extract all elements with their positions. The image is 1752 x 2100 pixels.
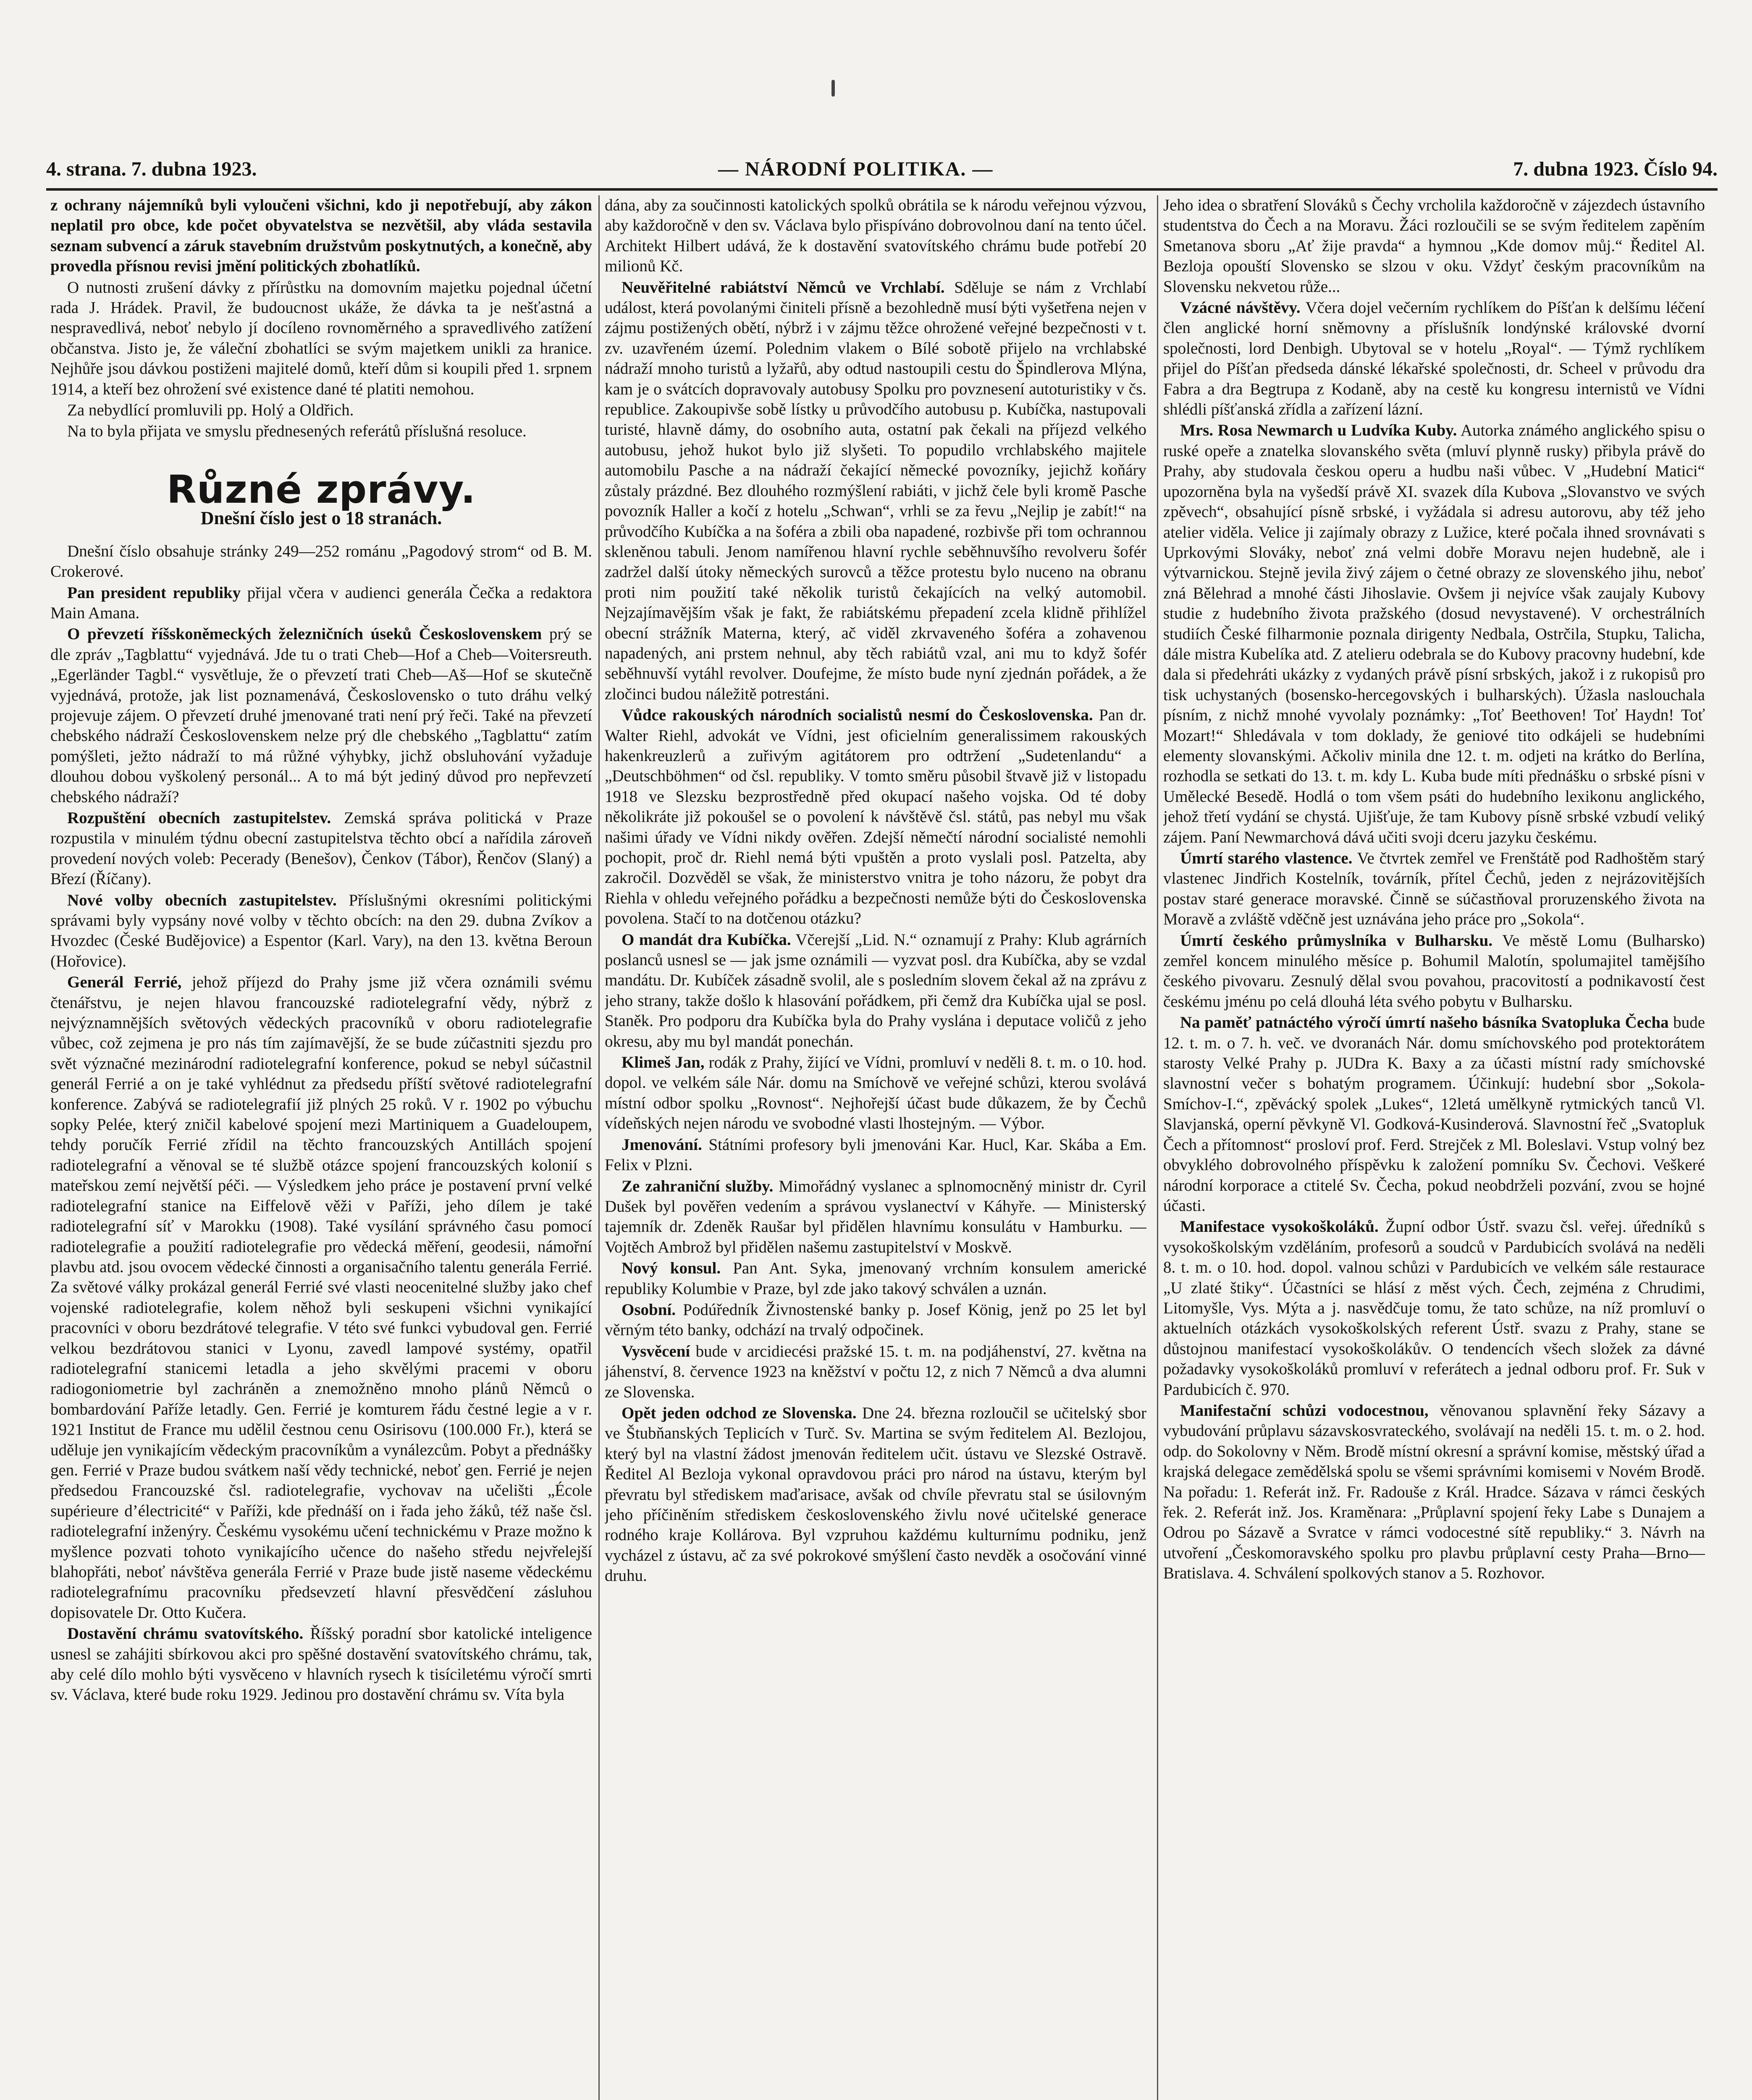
ink-mark [831, 80, 835, 97]
news-text: Státními profesory byli jmenováni Kar. Hucl, Kar. Skába a Em. Felix v Plzni. [605, 1135, 1146, 1174]
news-item [605, 278, 1146, 705]
news-headline: Generál Ferrié, [67, 973, 182, 992]
news-text: Župní odbor Ústř. svazu čsl. veřej. úředníků s vysokoškolským vzděláním, profesorů a soudců v Pardubicích svolává na neděli 8. t. m. o 10. hod. dopol. valnou schůzi v Pardubicích ve velkém sále restaurace „U zlaté štiky“. Účastníci se hlásí z měst vých. Čech, zejména z Chrudimi, Litomyšle, Vys. Mýta a j. nasvědčuje tomu, že tato schůze, na níž promluví o aktuelních otázkách vysokoškolských referent Ústř. svazu z Prahy, stane se důstojnou manifestací vysokoškolákův. O tendencích všech složek za dávné požadavky vysokoškoláků promluví v referátech a jednal odboru prof. Fr. Suk v Pardubicích č. 970. [1163, 1218, 1705, 1399]
news-text: přijal včera v audienci generála Čečka a redaktora Main Amana. [50, 583, 592, 622]
news-item [50, 808, 592, 890]
news-text: Zemská správa politická v Praze rozpustila v minulém týdnu obecní zastupitelstva těchto obcí a nařídila zároveň provedení nových voleb: Pecerady (Benešov), Čenkov (Tábor), Řenčov (Slaný) a Březí (Říčany). [50, 808, 592, 888]
news-text: Včera dojel večerním rychlíkem do Píšťan k delšímu léčení člen anglické horní sněmovny a příslušník londýnské královské dvorní společnosti, lord Denbigh. Ubytoval se v hotelu „Royal“. — Týmž rychlíkem přijel do Píšťan předseda dánské lékařské společnosti, dr. Scheel v průvodu dra Fabra a dra Begtrupa z Kodaně, aby na cestě ku kongresu internistů ve Vídni shlédli píšťanská zřídla a zařízení lázní. [1163, 299, 1705, 419]
news-text: Mimořádný vyslanec a splnomocněný ministr dr. Cyril Dušek byl pověřen vedením a správou vyslanectví v Káhyře. — Ministerský tajemník dr. Zdeněk Raušar byl přidělen hlavnímu konsulátu v Hamburku. — Vojtěch Ambrož byl přidělen našemu zastupitelství v Moskvě. [605, 1177, 1146, 1256]
news-text: věnovanou splavnění řeky Sázavy a vybudování průplavu sázavskosvrateckého, svolávají na neděli 15. t. m. o 2. hod. odp. do Sokolovny v Něm. Brodě místní okresní a správní komise, městský úřad a krajská delegace zemědělská spolu se všemi správními komisemi v Novém Brodě. Na pořadu: 1. Referát inž. Fr. Radouše z Král. Hradce. Sázava v rámci českých řek. 2. Referát inž. Jos. Kraměnara: „Průplavní spojení řeky Labe s Dunajem a Odrou po Sázavě a Svratce v rámci vodocestné sítě republiky.“ 3. Návrh na utvoření „Českomoravského spolku pro plavbu průplavní cesty Praha—Brno—Bratislava. 4. Schválení spolkových stanov a 5. Rozhovor. [1163, 1401, 1705, 1583]
news-headline: Na paměť patnáctého výročí úmrtí našeho básníka Svatopluka Čecha [1180, 1013, 1669, 1032]
news-item [605, 930, 1146, 1052]
news-headline: O mandát dra Kubíčka. [622, 930, 791, 949]
news-text: rodák z Prahy, žijící ve Vídni, promluví v neděli 8. t. m. o 10. hod. dopol. ve velkém sále Nár. domu na Smíchově ve veřejné schůzi, kterou svolává místní odbor spolku „Rovnost“. Nejhořejší účast bude důkazem, že by Čechů vídeňských nejen národu ve svobodné vlasti lhostejným. — Výbor. [605, 1053, 1146, 1133]
news-headline: Klimeš Jan, [622, 1053, 705, 1072]
news-item [605, 1300, 1146, 1341]
news-headline: Mrs. Rosa Newmarch u Ludvíka Kuby. [1180, 421, 1457, 440]
news-item [50, 972, 592, 1623]
header-date-left: 4. strana. 7. dubna 1923. [46, 158, 257, 180]
column-3 [1163, 195, 1705, 2100]
news-headline: Nové volby obecních zastupitelstev. [67, 891, 337, 909]
section-subtitle: Dnešní číslo jest o 18 stranách. [200, 508, 442, 529]
news-headline: Vzácné návštěvy. [1180, 299, 1301, 317]
news-item [50, 1624, 592, 1705]
column-2 [605, 195, 1146, 2100]
news-headline: Úmrtí českého průmyslníka v Bulharsku. [1180, 931, 1493, 950]
article-paragraph: O nutnosti zrušení dávky z přírůstku na domovním majetku pojednal účetní rada J. Hrádek. Pravil, že budoucnost ukáže, že dávka ta je nešťastná a nespravedlivá, neboť nebylo jí docíleno rovnoměrného a spravedlivého zatížení občanstva. Jisto je, že váleční zbohatlíci se svým majetkem unikli za hranice. Nejhůře jsou dávkou postiženi majitelé domů, kteří dům si koupili před 1. srpnem 1914, a kteří bez ohrožení své existence dané té platiti nemohou. [50, 278, 592, 398]
news-headline: Opět jeden odchod ze Slovenska. [622, 1404, 857, 1422]
news-item [1163, 1401, 1705, 1584]
article-paragraph: Za nebydlící promluvili pp. Holý a Oldřich. [67, 401, 354, 420]
news-headline: Úmrtí starého vlastence. [1180, 849, 1353, 867]
news-text: Pan Ant. Syka, jmenovaný vrchním konsulem americké republiky Kolumbie v Praze, byl zde jako takový schválen a uznán. [605, 1259, 1146, 1298]
news-item [605, 1403, 1146, 1586]
news-headline: Nový konsul. [622, 1259, 721, 1278]
news-headline: Manifestační schůzi vodocestnou, [1180, 1401, 1429, 1420]
news-text: Ve městě Lomu (Bulharsko) zemřel koncem minulého měsíce p. Bohumil Malotín, spolumajitel tamějšího českého pivovaru. Zesnulý dělal svou povahou, pracovitostí a podnikavostí čest českému jménu po celá dlouhá léta svého pobytu v Bulharsku. [1163, 931, 1705, 1011]
news-text: jehož příjezd do Prahy jsme již včera oznámili svému čtenářstvu, je nejen hlavou francouzské radiotelegrafní vědy, nýbrž z nejvýznamnějších světových vědeckých pracovníků v oboru radiotelegrafie vůbec, což zejmena je pro nás tím zajímavější, že se bude zúčastniti sjezdu pro svět význačné mezinárodní radiotelegrafní konference, pokud se nebyl súčastnil generál Ferrié a on je také vyhlédnut za předsedu příští světové radiotelegrafní konference. Zabývá se radiotelegrafií již plných 25 roků. V r. 1902 po výbuchu sopky Pelée, který zničil kabelové spojení mezi Martiniquem a Guadeloupem, tehdy poručík Ferrié zřídil na těchto francouzských Antillách spojení radiotelegrafní a věnoval se té službě otázce spojení francouzských kolonií s mateřskou zemí největší péči. — Výsledkem jeho práce je postavení první velké radiotelegrafní stanice na Eiffelově věži v Paříži, jeho dílem je také radiotelegrafní síť v Marokku (1908). Také vysílání správného času pomocí radiotelegrafie a použití radiotelegrafie pro vědecká měření, geodesii, námořní plavbu atd. jsou ovocem vědecké činnosti a organisačního talentu generála Ferrié. Za světové války prokázal generál Ferrié své vlasti neocenitelné služby jako chef vojenské radiotelegrafie, kolem něhož byli seskupeni všichni vynikající pracovníci v oboru bezdrátové telegrafie. V této své funkci vybudoval gen. Ferrié velkou bezdrátovou stanici v Lyonu, zavedl lampové systémy, opatřil radiotelegrafní stanicemi letadla a jeho skvělými pracemi v oboru radiogoniometrie byl zachráněn a znemožněno mnoho plánů Němců o bombardování Paříže letadly. Gen. Ferrié je komturem řádu čestné legie a v r. 1921 Institut de France mu udělil čestnou cenu Osirisovu (100.000 Fr.), která se uděluje jen vynikajícím vědeckým pracovníkům a vynálezcům. Pobyt a přednášky gen. Ferrié v Praze budou svátkem naší vědy technické, neboť gen. Ferrié je nejen předsedou Francouzské čsl. radiotelegrafie, vychovav na učelišti „École supérieure d’électricité“ v Paříži, kde přednáší on i řada jeho žáků, též naše čsl. radiotelegrafní inženýry. Českému vysokému učení technickému v Praze možno k myšlence pozvati tohoto vynikajícího učence do našeho středu nejvřelejší blahopřáti, neboť návštěva generála Ferrié v Praze bude jistě naseme vědeckému radiotelegrafnímu pracovníku předsevzetí hlavní přesvědčení zásluhou dopisovatele Dr. Otto Kučera. [50, 973, 592, 1622]
article-paragraph: Dnešní číslo obsahuje stránky 249—252 románu „Pagodový strom“ od B. M. Crokerové. [50, 542, 592, 581]
news-headline: Dostavění chrámu svatovítského. [67, 1625, 304, 1643]
news-item [605, 1053, 1146, 1134]
column-1 [50, 195, 592, 2100]
news-text: Podúředník Živnostenské banky p. Josef König, jenž po 25 let byl věrným této banky, odchází na trvalý odpočinek. [605, 1300, 1146, 1339]
news-text: Autorka známého anglického spisu o ruské opeře a znatelka slovanského světa (mluví plynně rusky) přibyla právě do Prahy, aby studovala českou operu a hudbu naši vůbec. V „Hudební Matici“ upozorněna byla na vyšedší právě XI. svazek díla Kubova „Slovanstvo ve svých zpěvech“, obsahující písně srbské, i vyžádala si adresu autorovu, aby též jeho atelier viděla. Velice ji zajímaly obrazy z Lužice, které počala ihned srovnávati s Uprkovými Slováky, neboť zná velmi dobře Moravu nejen hudebně, ale i výtvarnickou. Stejně jevila živý zájem o četné obrazy ze slovenského jihu, neboť zná Bělehrad a mnohé části Jihoslavie. Ovšem ji nejvíce však zaujaly Kubovy studie z hudebního života pražského (dosud nevystavené). V orchestrálních studiích České filharmonie poznala dirigenty Nedbala, Ostrčila, Stupku, Talicha, dále mistra Kubelíka atd. Z atelieru odebrala se do Kubovy pracovny hudební, kde dala si předehráti ukázky z vydaných právě písní srbských, jakož i z rukopisů pro tisk uchystaných (bosensko-hercegovských i bulharských). Úžasla naslouchala písním, z nichž mnohé vyvolaly poznámky: „Toť Beethoven! Toť Haydn! Toť Mozart!“ Shledávala v tom doklady, že geniové tito odkájeli se hudebními elementy slovanskými. Ačkoliv minila dne 12. t. m. odjeti na krátko do Berlína, rozhodla se setkati do 13. t. m. kdy L. Kuba bude míti přednášku o srbské písni v Umělecké Besedě. Hodlá o tom všem psáti do hudebního lexikonu anglického, jehož třetí vydání se chystá. Ujišťuje, že tam Kubovy písně srbské vzbudí veliký zájem. Paní Newmarchová dává učiti svoji dceru jazyku českému. [1163, 421, 1705, 846]
news-item [1163, 1217, 1705, 1400]
news-item [1163, 420, 1705, 848]
news-text: Včerejší „Lid. N.“ oznamují z Prahy: Klub agrárních poslanců usnesl se — jak jsme oznámili — vyzvat posl. dra Kubíčka, aby se vzdal mandátu. Dr. Kubíček zásadně svolil, ale s posledním slovem čekal až na zprávu z jeho strany, takže došlo k hlasování pořádkem, při čemž dra Kubíčka ujal se posl. Staněk. Pro podporu dra Kubíčka byla do Prahy vyslána i deputace voličů z jeho okresu, aby mu byl mandát ponechán. [605, 930, 1146, 1050]
masthead-title: — NÁRODNÍ POLITIKA. — [718, 158, 994, 180]
news-item [1163, 848, 1705, 930]
news-item [1163, 931, 1705, 1012]
news-item [605, 1341, 1146, 1402]
news-item [605, 1176, 1146, 1258]
column-divider [1157, 195, 1158, 2100]
news-item [605, 1258, 1146, 1299]
news-headline: O převzetí říšskoněmeckých železničních úseků Československem [67, 625, 542, 643]
news-headline: Vysvěcení [622, 1342, 690, 1360]
news-item [50, 624, 592, 807]
news-text: Ve čtvrtek zemřel ve Frenštátě pod Radhoštěm starý vlastenec Jindřich Kostelník, továrník, přítel Čechů, jeden z nejrázovitějších postav staré generace moravské. Činně se súčastňoval proruzenského života na Moravě a zvláště vděčně jest uznávána jeho práce pro „Sokola“. [1163, 849, 1705, 929]
news-item [1163, 1013, 1705, 1216]
news-item [605, 705, 1146, 929]
news-headline: Pan president republiky [67, 583, 241, 602]
news-text: Sděluje se nám z Vrchlabí událost, která povolanými činiteli přísně a bezohledně musí býti vyšetřena nejen v zájmu postižených obětí, nýbrž i v zájmu těžce ohrožené veřejné bezpečnosti v t. zv. uzavřeném území. Polednim vlakem o Bílé sobotě přijelo na vrchlabské nádraží mnoho turistů a lyžařů, aby odtud nastoupili cestu do Špindlerova Mlýna, kam je o svátcích dopravovaly autobusy Spolku pro povznesení autoturistiky v čs. republice. Zakoupivše sobě lístky u průvodčího autobusu p. Kubíčka, nastupovali turisté, hlavně dámy, do osobního auta, ostatní pak čekali na příjezd velkého autobusu, jehož hukot bylo již slyšeti. To popudilo vrchlabského majitele automobilu Pasche a na nádraží čekající německé povozníky, jejichž koňáry zůstaly prázdné. Bez dlouhého rozmýšlení rabiáti, v jichž čele byli kromě Pasche povozník Haller a kočí z hotelu „Schwan“, vrhli se za řevu „Nejlip je zabít!“ na průvodčího Kubíčka a na šoféra a zbili oba napadené, rozbivše při tom ochrannou skleněnou tabuli. Jenom namířenou hlavní rychle seběhnuvšího revolveru šofér zadržel další útoky německých surovců a těžce protestu bylo nuceno na obranu proti nim použití také několik turistů čekajících na velký automobil. Nejzajímavějším však je fakt, že rabiátskému přepadení zcela klidně přihlížel obecní strážník Materna, který, ač viděl zkrvaveného šoféra a zohavenou napadených, ani prstem nehnul, aby těch rabiátů vzal, ani mu to když šofér seběhnuvší vytáhl revolver. Doufejme, že místo bude nyní zjednán pořádek, a že zločinci budou náležitě potrestáni. [605, 278, 1146, 703]
news-item [50, 583, 592, 624]
page-header [46, 158, 1718, 187]
header-rule [46, 188, 1718, 191]
news-headline: Manifestace vysokoškoláků. [1180, 1218, 1379, 1236]
news-text: Říšský poradní sbor katolické inteligence usnesl se zahájiti sbírkovou akci pro spěšné dostavění svatovítského chrámu, tak, aby celé dílo mohlo býti vysvěceno v hlavních rysech k tisíciletému výročí smrti sv. Václava, které bude roku 1929. Jedinou pro dostavění chrámu sv. Víta byla [50, 1625, 592, 1704]
news-item [605, 1135, 1146, 1176]
news-headline: Osobní. [622, 1300, 676, 1319]
news-text: bude 12. t. m. o 7. h. več. ve dvoranách Nár. domu smíchovského pod protektorátem starosty Velké Prahy p. JUDra K. Baxy a za účasti místní rady smíchovské slavnostní večer s bohatým programem. Účinkují: hudební sbor „Sokola-Smíchov-I.“, zpěvácký spolek „Lukes“, 12letá umělkyně rytmických tanců Vl. Slavjanská, operní pěvkyně Vl. Godková-Kusinderová. Slavnostní řeč „Svatopluk Čech a přítomnost“ prosloví prof. Ferd. Strejček z Ml. Boleslavi. Vstup volný bez obvyklého dobrovolného příspěvku k založení pomníku Sv. Čechovi. Veškeré národní korporace a ctitelé Sv. Čecha, pokud neobdrželi pozvání, zvou se hojné účasti. [1163, 1013, 1705, 1215]
news-text: Dne 24. března rozloučil se učitelský sbor ve Štubňanských Teplicích v Turč. Sv. Martina se svým ředitelem Al. Bezlojou, který byl na vlastní žádost jmenován ředitelem učit. ústavu ve Slezské Ostravě. Ředitel Al Bezloja vykonal opravdovou práci pro národ na ústavu, kterým byl převratu byl střediskem maďarisace, avšak od chvíle převratu stal se úsilovným jeho příčiněním střediskem československého živlu nové učitelské generace rodného kraje Kollárova. Byl vzpruhou každému kulturnímu podniku, jenž vycházel z ústavu, ač za své pokrokové smýšlení často nevděk a osočování vinné druhu. [605, 1404, 1146, 1585]
article-paragraph: z ochrany nájemníků byli vyloučeni všichni, kdo ji nepotřebují, aby zákon neplatil pro obce, kde počet obyvatelstva se nezvětšil, aby vláda sestavila seznam subvencí a záruk stavebním družstvům poskytnutých, a konečně, aby provedla přísnou revisi jmění politických zbohatlíků. [50, 196, 592, 276]
article-paragraph: dána, aby za součinnosti katolických spolků obrátila se k národu veřejnou výzvou, aby každoročně v den sv. Václava bylo přispíváno dobrovolnou daní na tento účel. Architekt Hilbert udává, že k dostavění svatovítského chrámu bude potřebí 20 milionů Kč. [605, 196, 1146, 276]
news-headline: Vůdce rakouských národních socialistů nesmí do Československa. [622, 706, 1093, 724]
news-headline: Ze zahraniční služby. [622, 1177, 774, 1195]
news-headline: Rozpuštění obecních zastupitelstev. [67, 808, 331, 827]
column-divider [598, 195, 600, 2100]
news-text: bude v arcidiecési pražské 15. t. m. na podjáhenství, 27. května na jáhenství, 8. července 1923 na kněžství v počtu 12, z nich 7 Němců a dva alumni ze Slovenska. [605, 1342, 1146, 1401]
news-text: Příslušnými okresními politickými správami byly vypsány nové volby v těchto obcích: na den 29. dubna Zvíkov a Hvozdec (České Budějovice) a Espentor (Karl. Vary), na den 13. května Beroun (Hořovice). [50, 891, 592, 970]
header-date-right: 7. dubna 1923. Číslo 94. [1513, 158, 1718, 180]
news-text: prý se dle zpráv „Tagblattu“ vyjednává. Jde tu o trati Cheb—Hof a Cheb—Voitersreuth. „Egerländer Tagbl.“ vysvětluje, že o převzetí trati Cheb—Aš—Hof se skutečně vyjednává, protože, jak list poznamenává, Československo o tuto dráhu velký projevuje zájem. O převzetí druhé jmenované trati není prý řeči. Také na převzetí chebského nádraží Československem nelze prý dle chebského „Tagblattu“ zatím pomýšleti, ježto nádraží to má růžné výhybky, jichž obsluhování vyžaduje dlouhou dobou vyškolený personál... A to má být jediný důvod pro nepřevzetí chebského nádraží? [50, 625, 592, 806]
article-paragraph: Jeho idea o sbratření Slováků s Čechy vrcholila každoročně v zájezdech ústavního studentstva do Čech a na Moravu. Žáci rozloučili se se svým ředitelem zapěním Smetanova sboru „Ať žije pravda“ a hymnou „Kde domov můj.“ Ředitel Al. Bezloja opouští Slovensko se slzou v oku. Vždyť českým pracovníkům na Slovensku nekvetou růže... [1163, 196, 1705, 296]
news-text: Pan dr. Walter Riehl, advokát ve Vídni, jest oficielním generalissimem rakouských hakenkreuzlerů a zuřivým agitátorem pro odtržení „Sudetenlandu“ a „Deutschböhmen“ od čsl. republiky. V tomto směru působil štvavě již v listopadu 1918 ve Slezsku bezprostředně před okupací našeho vojska. Od té doby několikráte již pokoušel se o povolení k návštěvě čsl. států, pas nebyl mu však našimi úřady ve Vídni nikdy ověřen. Zdejší němečtí národní socialisté nemohli pochopit, proč dr. Riehl nemá býti vpuštěn a proto vyslali posl. Patzelta, aby zakročil. Dozvěděl se však, že ministerstvo vnitra je toho názoru, že pobyt dra Riehla v ohledu veřejného pořádku a bezpečnosti nemůže býti do Československa povolena. Stačí to na dotčenou otázku? [605, 706, 1146, 928]
article-paragraph: Na to byla přijata ve smyslu přednesených referátů příslušná resoluce. [67, 422, 527, 441]
news-item [1163, 298, 1705, 420]
news-headline: Jmenování. [622, 1135, 702, 1154]
news-item [50, 890, 592, 972]
section-title: Různé zprávy. [166, 467, 476, 512]
news-headline: Neuvěřitelné rabiátství Němců ve Vrchlabí. [622, 278, 945, 297]
